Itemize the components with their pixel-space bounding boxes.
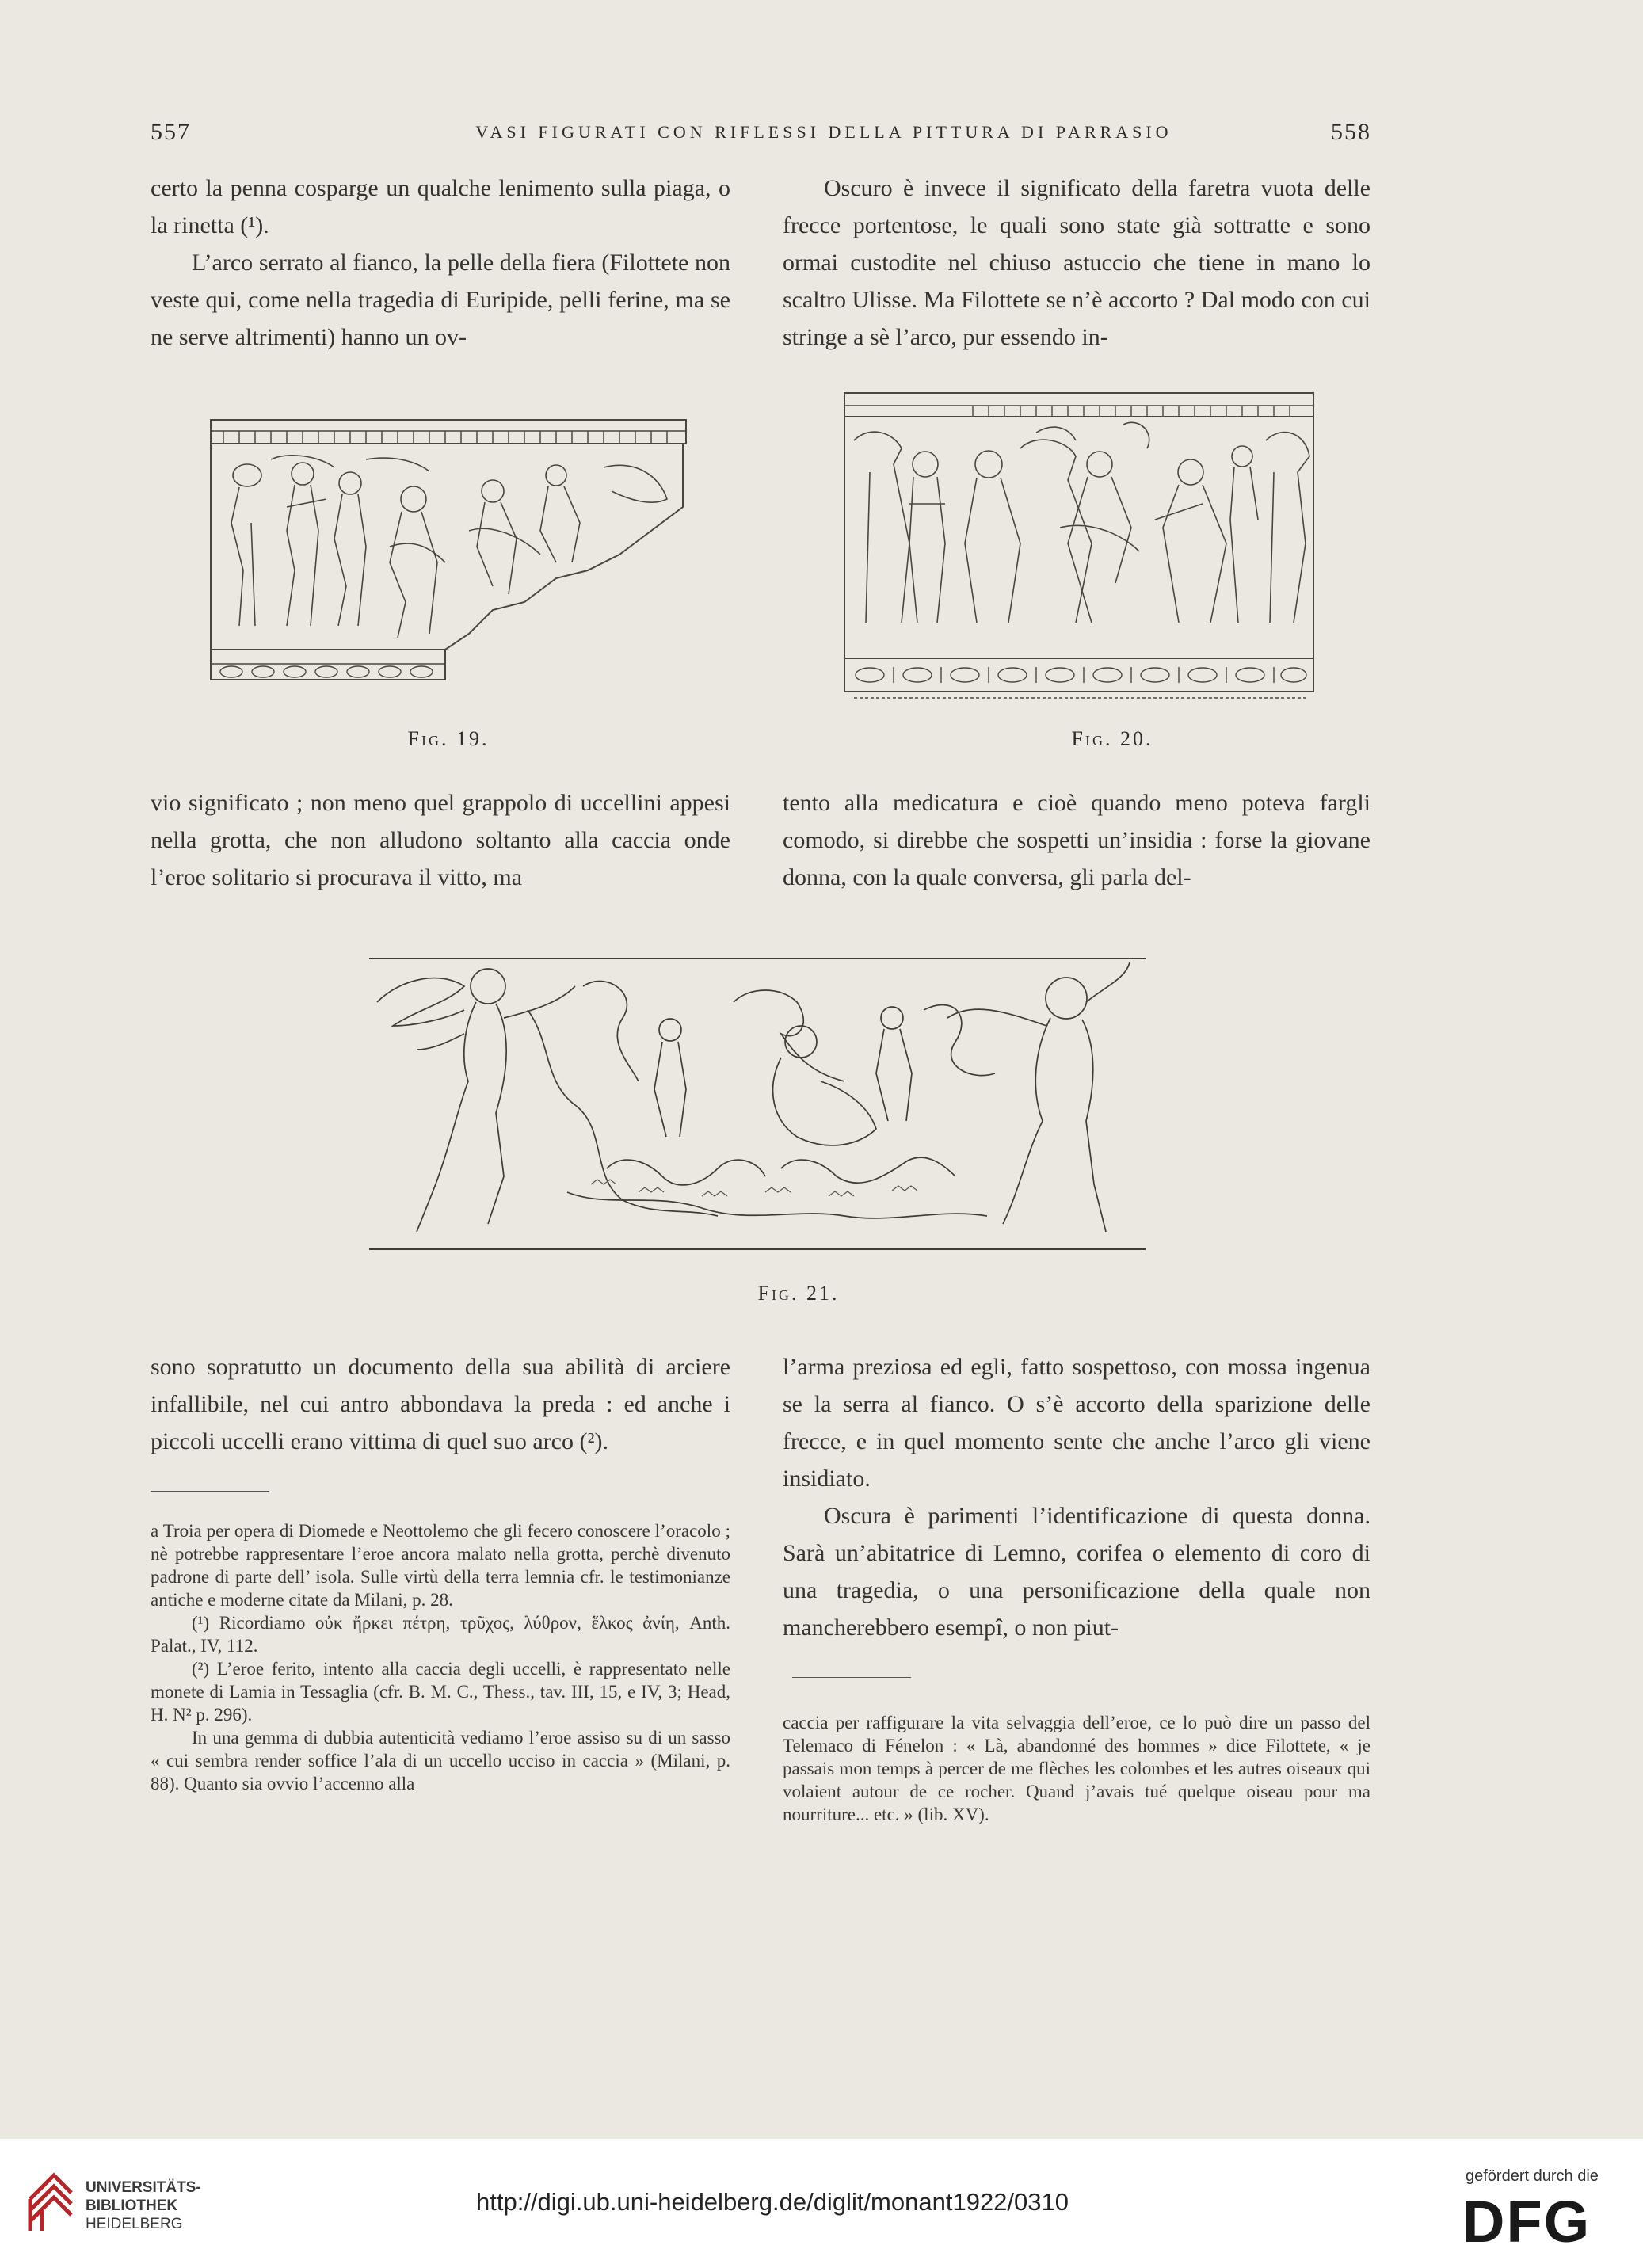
right-column-lower [783, 1348, 1370, 1646]
footnote-continuation: a Troia per opera di Diomede e Neottolemo che gli fecero conoscere l’oracolo ; nè potrebbe rappresentare l’eroe ancora malato nella grotta, perchè divenuto padrone di parte dell’ isola. Sulle virtù della terra lemnia cfr. le testimonianze antiche e moderne citate da Milani, p. 28. [151, 1521, 730, 1610]
funding-label: gefördert durch die [1466, 2167, 1599, 2185]
footnotes-right [783, 1711, 1370, 1826]
right-column-middle [783, 784, 1370, 896]
right-column-top [783, 170, 1370, 356]
figure-20-caption [993, 727, 1231, 751]
digitization-footer [0, 2139, 1643, 2268]
paragraph: certo la penna cosparge un qualche lenimento sulla piaga, o la rinetta (¹). [151, 175, 730, 238]
dfg-logo: DFG [1462, 2189, 1592, 2255]
figure-20-relief [838, 385, 1321, 710]
figure-21-relief [369, 955, 1153, 1264]
left-column-middle [151, 784, 730, 896]
paragraph: vio significato ; non meno quel grappolo di uccellini appesi nella grotta, che non alludono soltanto alla caccia onde l’eroe solitario si procurava il vitto, ma [151, 790, 730, 890]
left-column-top [151, 170, 730, 356]
paragraph: l’arma preziosa ed egli, fatto sospettoso, con mossa ingenua se la serra al fianco. O s’è accorto della sparizione delle frecce, e in quel momento sente che anche l’arco gli viene insidiato. [783, 1354, 1370, 1492]
left-column-lower [151, 1348, 730, 1460]
paragraph: tento alla medicatura e cioè quando meno poteva fargli comodo, si direbbe che sospetti un’insidia : forse la giovane donna, con la quale conversa, gli parla del- [783, 790, 1370, 890]
paragraph: Oscura è parimenti l’identificazione di questa donna. Sarà un’abitatrice di Lemno, corifea o elemento di coro di una tragedia, o una personificazione della quale non mancherebbero esempî, o non piut- [783, 1503, 1370, 1641]
paragraph: L’arco serrato al fianco, la pelle della fiera (Filottete non veste qui, come nella tragedia di Euripide, pelli ferine, ma se ne serve altrimenti) hanno un ov- [151, 250, 730, 350]
running-title: VASI FIGURATI CON RIFLESSI DELLA PITTURA DI PARRASIO [475, 122, 1172, 142]
figure-19-relief [208, 412, 691, 697]
footnote-continuation: caccia per raffigurare la vita selvaggia dell’eroe, ce lo può dire un passo del Telemaco di Fénelon : « Là, abandonné des hommes » dice Filottete, « je passais mon temps à percer de me flèches les colombes et les autres oiseaux qui volaient autour de ce rocher. Quand j’avais tué quelque oiseau pour ma nourriture... etc. » (lib. XV). [783, 1713, 1370, 1824]
footnote-rule-left [151, 1491, 269, 1492]
library-line-3: HEIDELBERG [86, 2216, 183, 2232]
caption-text: Fig. 21. [757, 1282, 840, 1305]
footnote-2: (²) L’eroe ferito, intento alla caccia degli uccelli, è rappresentato nelle monete di Lamia in Tessaglia (cfr. B. M. C., Thess., tav. III, 15, e IV, 3; Head, H. N² p. 296). [151, 1659, 730, 1725]
footnote-rule-right [792, 1677, 911, 1678]
page-number-left: 557 [151, 119, 191, 145]
footnotes-left [151, 1519, 730, 1795]
ub-logo-icon [22, 2167, 78, 2238]
figure-19-caption [330, 727, 567, 751]
caption-text: Fig. 19. [407, 727, 490, 750]
source-url-link[interactable]: http://digi.ub.uni-heidelberg.de/diglit/monant1922/0310 [476, 2188, 1069, 2216]
paragraph: sono sopratutto un documento della sua abilità di arciere infallibile, nel cui antro abbondava la preda : ed anche i piccoli uccelli erano vittima di quel suo arco (²). [151, 1354, 730, 1454]
page-number-right: 558 [1331, 119, 1371, 145]
library-line-2: BIBLIOTHEK [86, 2197, 178, 2214]
footnote-1: (¹) Ricordiamo οὐκ ἤρκει πέτρη, τρῦχος, λύθρον, ἕλκος ἀνίη, Anth. Palat., IV, 112. [151, 1613, 730, 1656]
figure-21-caption [680, 1282, 917, 1306]
library-name [86, 2178, 201, 2233]
library-line-1: UNIVERSITÄTS- [86, 2179, 201, 2196]
footnote-2-continued: In una gemma di dubbia autenticità vediamo l’eroe assiso su di un sasso « cui sembra render soffice l’ala di un uccello ucciso in caccia » (Milani, p. 88). Quanto sia ovvio l’accenno alla [151, 1728, 730, 1793]
paragraph: Oscuro è invece il significato della faretra vuota delle frecce portentose, le quali sono state già sottratte e sono ormai custodite nel chiuso astuccio che tiene in mano lo scaltro Ulisse. Ma Filottete se n’è accorto ? Dal modo con cui stringe a sè l’arco, pur essendo in- [783, 175, 1370, 350]
caption-text: Fig. 20. [1071, 727, 1153, 750]
